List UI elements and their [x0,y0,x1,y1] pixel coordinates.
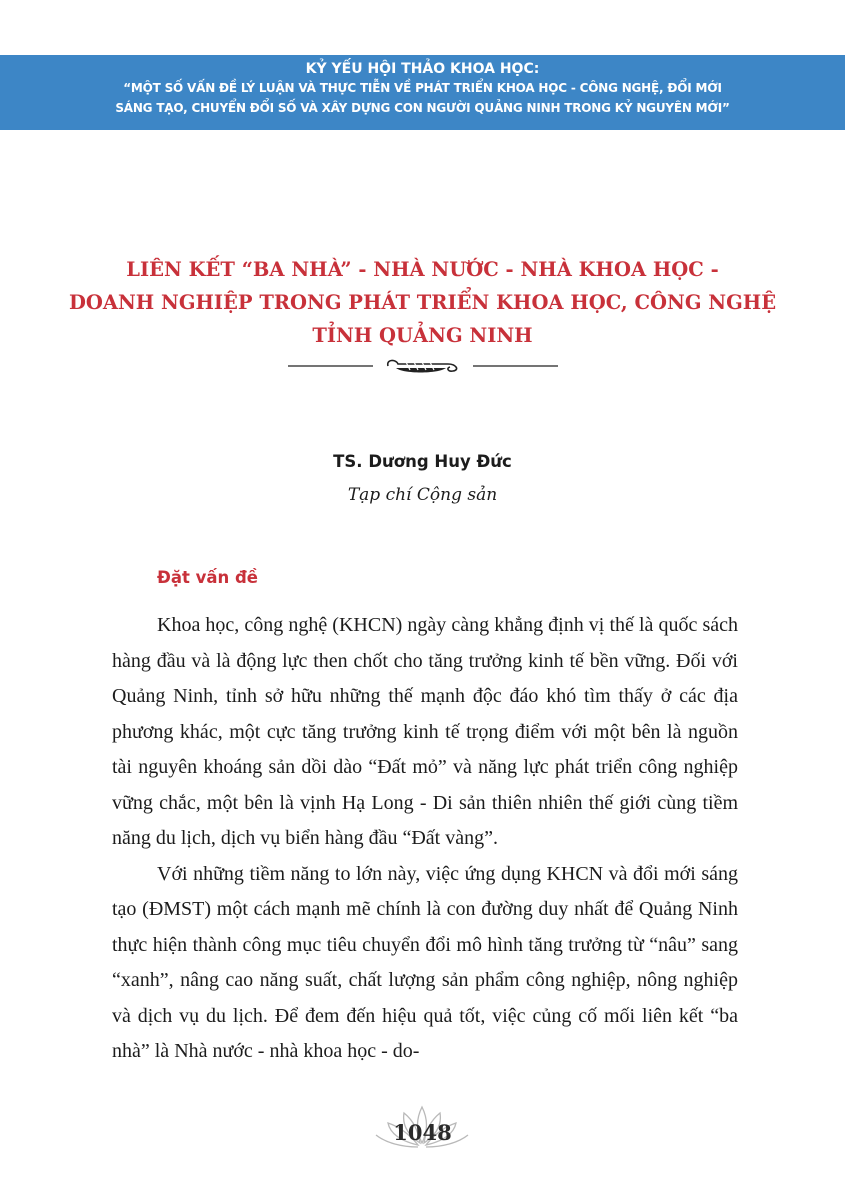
header-line-2: “MỘT SỐ VẤN ĐỀ LÝ LUẬN VÀ THỰC TIỄN VỀ PHÁT TRIỂN KHOA HỌC - CÔNG NGHỆ, ĐỔI MỚI [123,81,722,95]
author-affiliation: Tạp chí Cộng sản [347,485,498,505]
title-line-2: DOANH NGHIỆP TRONG PHÁT TRIỂN KHOA HỌC, CÔNG NGHỆ [68,291,777,314]
paragraph: Khoa học, công nghệ (KHCN) ngày càng khẳng định vị thế là quốc sách hàng đầu và là động lực then chốt cho tăng trưởng kinh tế bền vững. Đối với Quảng Ninh, tỉnh sở hữu những thế mạnh độc đáo khó tìm thấy ở các địa phương khác, một cực tăng trưởng kinh tế trọng điểm với một bên là nguồn tài nguyên khoáng sản dồi dào “Đất mỏ” và năng lực phát triển công nghiệp vững chắc, một bên là vịnh Hạ Long - Di sản thiên nhiên thế giới cùng tiềm năng du lịch, dịch vụ biển hàng đầu “Đất vàng”. [112,614,738,849]
title-divider-ornament [288,356,558,376]
header-line-3: SÁNG TẠO, CHUYỂN ĐỔI SỐ VÀ XÂY DỰNG CON NGƯỜI QUẢNG NINH TRONG KỶ NGUYÊN MỚI” [115,101,730,115]
author-name: TS. Dương Huy Đức [333,452,512,471]
section-heading: Đặt vấn đề [157,568,258,587]
title-line-3: TỈNH QUẢNG NINH [312,324,533,347]
article-body [112,608,738,1070]
article-title [60,253,785,352]
page-number: 1048 [393,1120,452,1145]
header-line-1: KỶ YẾU HỘI THẢO KHOA HỌC: [305,61,540,77]
title-line-1: LIÊN KẾT “BA NHÀ” - NHÀ NƯỚC - NHÀ KHOA HỌC - [126,258,719,281]
paragraph: Với những tiềm năng to lớn này, việc ứng dụng KHCN và đổi mới sáng tạo (ĐMST) một cách mạnh mẽ chính là con đường duy nhất để Quảng Ninh thực hiện thành công mục tiêu chuyển đổi mô hình tăng trưởng từ “nâu” sang “xanh”, nâng cao năng suất, chất lượng sản phẩm công nghiệp, nông nghiệp và dịch vụ du lịch. Để đem đến hiệu quả tốt, việc củng cố mối liên kết “ba nhà” là Nhà nước - nhà khoa học - do- [112,862,738,1062]
proceedings-header [0,55,845,130]
